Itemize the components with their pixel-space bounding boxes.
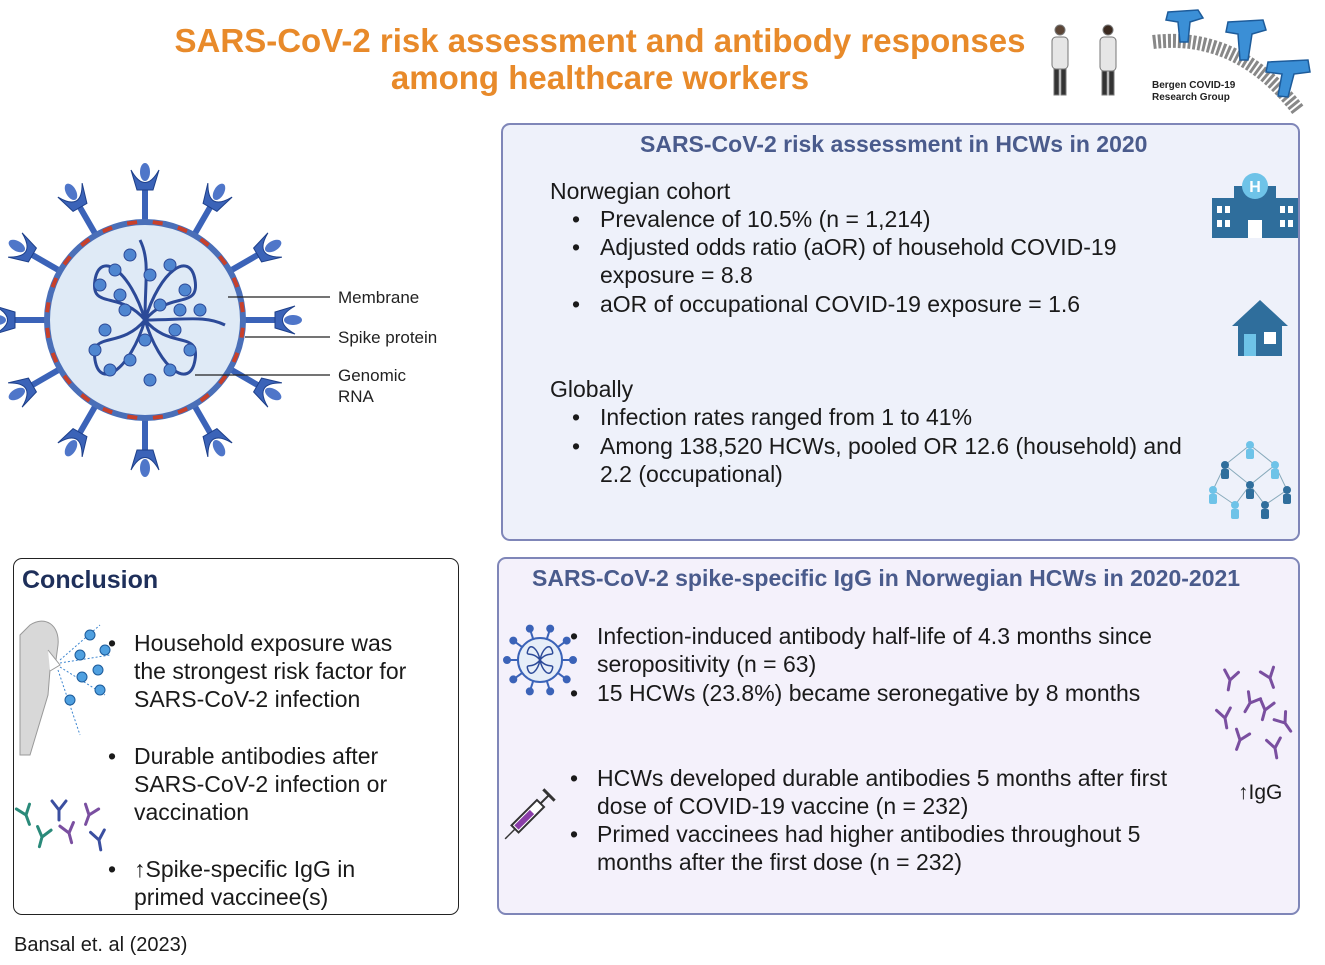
- membrane-label: Membrane: [338, 288, 420, 307]
- bullet: •: [572, 291, 581, 317]
- bullet: •: [570, 623, 579, 649]
- infection-item-1: Infection-induced antibody half-life of 4.3 months since: [597, 623, 1152, 649]
- vaccine-item-2: Primed vaccinees had higher antibodies throughout 5: [597, 821, 1141, 847]
- droplet-virus: [95, 685, 105, 695]
- droplet-virus: [93, 665, 103, 675]
- global-item-1: Infection rates ranged from 1 to 41%: [600, 404, 973, 430]
- antibody: [1274, 712, 1296, 736]
- syringe-icon: [500, 780, 565, 845]
- norwegian-item-2: Adjusted odds ratio (aOR) of household COVID-19: [600, 234, 1117, 260]
- global-heading: Globally: [550, 376, 634, 402]
- person-node: [1271, 461, 1279, 479]
- person-node: [1246, 441, 1254, 459]
- virus-icon: [500, 620, 580, 700]
- infection-item-1-cont: seropositivity (n = 63): [597, 651, 817, 677]
- small-spike-tip: [527, 688, 533, 694]
- antibody: [60, 822, 78, 844]
- title-line-2: among healthcare workers: [390, 59, 810, 96]
- small-spike-tip: [547, 688, 553, 694]
- small-spike-tip: [510, 638, 516, 644]
- vaccine-item-2-cont: months after the first dose (n = 232): [597, 849, 962, 875]
- bullet: •: [572, 234, 581, 260]
- antibody: [33, 826, 51, 848]
- global-item-2: Among 138,520 HCWs, pooled OR 12.6 (household) and: [600, 433, 1182, 459]
- risk-panel-heading: SARS-CoV-2 risk assessment in HCWs in 2020: [640, 131, 1148, 157]
- small-spike-tip: [547, 626, 553, 632]
- small-spike-tip: [510, 676, 516, 682]
- citation: Bansal et. al (2023): [14, 934, 188, 956]
- bullet: •: [570, 765, 579, 791]
- house-icon: [1230, 298, 1290, 358]
- genomic-label-line-1: Genomic: [338, 366, 407, 385]
- person-node: [1221, 461, 1229, 479]
- antibody: [1256, 699, 1274, 721]
- droplet-virus: [77, 672, 87, 682]
- droplet-virus: [75, 650, 85, 660]
- bullet: •: [570, 680, 579, 706]
- logo-text: [1152, 80, 1235, 104]
- conclusion-item-1-line-3: SARS-CoV-2 infection: [134, 686, 361, 712]
- small-spike-tip: [570, 657, 576, 663]
- antibody: [1267, 738, 1284, 759]
- antibody: [1230, 729, 1250, 752]
- spike-protein-label: Spike protein: [338, 328, 438, 347]
- healthcare-workers-icon: [1040, 20, 1130, 100]
- bullet: •: [572, 433, 581, 459]
- antibody: [16, 804, 36, 827]
- genomic-rna-label: [338, 365, 406, 407]
- conclusion-heading: Conclusion: [22, 566, 159, 594]
- title-line-1: SARS-CoV-2 risk assessment and antibody responses: [174, 22, 1026, 59]
- norwegian-item-1: Prevalence of 10.5% (n = 1,214): [600, 206, 931, 232]
- genomic-label-line-2: RNA: [338, 387, 374, 406]
- person-node: [1246, 481, 1254, 499]
- person-node: [1231, 501, 1239, 519]
- norwegian-cohort-heading: Norwegian cohort: [550, 178, 731, 204]
- small-spike-tip: [504, 657, 510, 663]
- conclusion-item-1: Household exposure was: [134, 630, 393, 656]
- conclusion-item-1-line-2: the strongest risk factor for: [134, 658, 407, 684]
- conclusion-item-2: Durable antibodies after: [134, 743, 379, 769]
- conclusion-item-3: ↑Spike-specific IgG in: [134, 856, 356, 882]
- norwegian-item-3: aOR of occupational COVID-19 exposure = 1.6: [600, 291, 1081, 317]
- antibodies-small-icon: [14, 795, 109, 855]
- sneezing-person-icon: [20, 615, 115, 755]
- norwegian-item-2-cont: exposure = 8.8: [600, 262, 753, 288]
- antibodies-icon: [1215, 668, 1295, 768]
- infection-item-2: 15 HCWs (23.8%) became seronegative by 8 months: [597, 680, 1141, 706]
- logo-line-1: Bergen COVID-19: [1152, 80, 1236, 91]
- antibody: [1221, 670, 1238, 691]
- small-spike-tip: [564, 638, 570, 644]
- conclusion-item-3-line-2: primed vaccinee(s): [134, 884, 329, 910]
- spike-protein: [131, 415, 159, 477]
- vaccine-item-1-cont: dose of COVID-19 vaccine (n = 232): [597, 793, 969, 819]
- svg-text:H: H: [1249, 179, 1261, 196]
- bullet: •: [108, 630, 117, 656]
- conclusion-item-2-line-3: vaccination: [134, 799, 250, 825]
- antibody: [1260, 667, 1280, 690]
- small-spike-tip: [564, 676, 570, 682]
- antibody: [1217, 708, 1234, 729]
- conclusion-item-2-line-2: SARS-CoV-2 infection or: [134, 771, 388, 797]
- igg-label: ↑IgG: [1238, 781, 1283, 804]
- small-spike-tip: [527, 626, 533, 632]
- global-item-2-cont: 2.2 (occupational): [600, 461, 783, 487]
- antibody: [91, 830, 108, 851]
- virus-label-lines: [0, 0, 340, 400]
- bullet: •: [570, 821, 579, 847]
- person-node: [1261, 501, 1269, 519]
- vaccine-item-1: HCWs developed durable antibodies 5 months after first: [597, 765, 1168, 791]
- logo-line-2: Research Group: [1152, 92, 1230, 103]
- igg-panel-heading: SARS-CoV-2 spike-specific IgG in Norwegian HCWs in 2020-2021: [532, 565, 1241, 591]
- antibody: [79, 804, 99, 827]
- droplet-virus: [85, 630, 95, 640]
- antibody: [1239, 692, 1261, 715]
- antibody: [52, 801, 66, 820]
- hospital-icon: [1212, 168, 1298, 238]
- person-node: [1209, 486, 1217, 504]
- person-node: [1283, 486, 1291, 504]
- people-network-icon: [1205, 440, 1295, 525]
- bullet: •: [572, 206, 581, 232]
- bullet: •: [108, 743, 117, 769]
- droplet-virus: [65, 695, 75, 705]
- bullet: •: [572, 404, 581, 430]
- bullet: •: [108, 856, 117, 882]
